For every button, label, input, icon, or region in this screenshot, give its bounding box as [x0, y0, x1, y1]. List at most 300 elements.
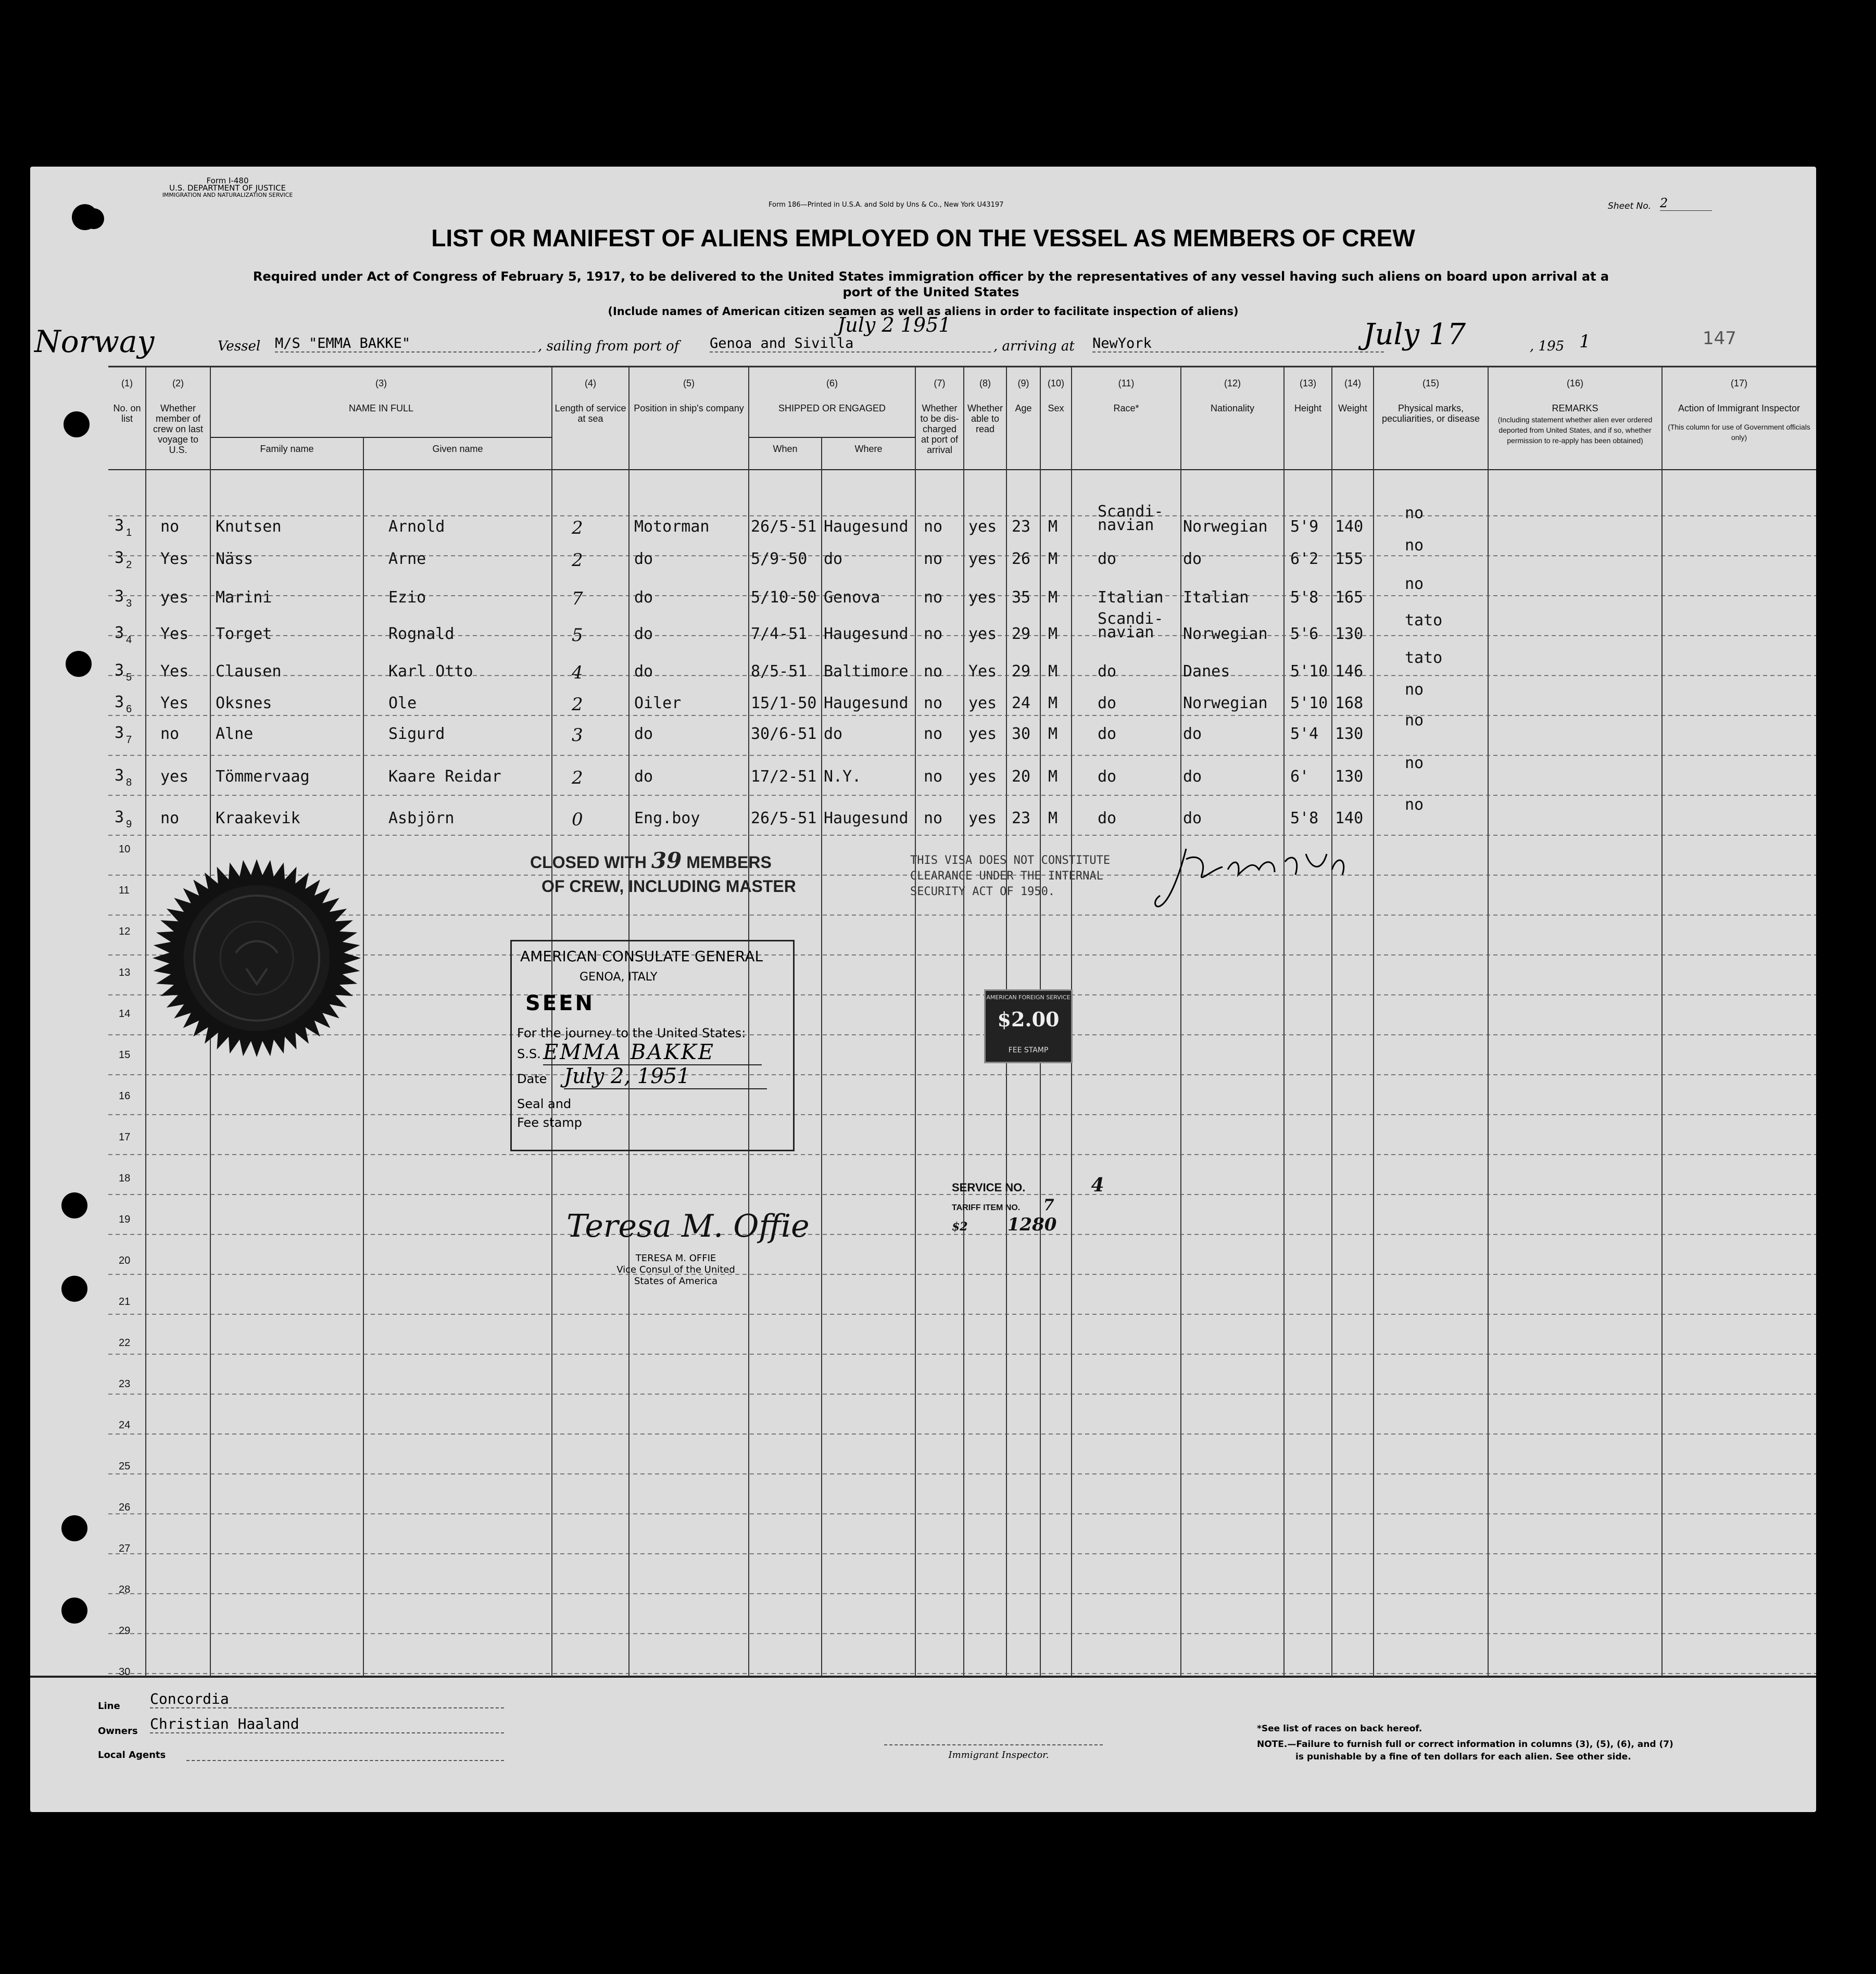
shipped-where: Genova	[824, 588, 880, 607]
age: 35	[1012, 588, 1031, 607]
physical-marks: no	[1405, 754, 1424, 772]
sex: M	[1048, 662, 1058, 681]
nationality: do	[1183, 550, 1202, 568]
consul-signature	[1150, 838, 1389, 916]
fee-stamp-amount: $2.00	[997, 1008, 1060, 1031]
header-c11-label: Race*	[1113, 403, 1139, 413]
closing-statement	[530, 849, 796, 898]
row-prefix: 3	[115, 661, 124, 680]
position: do	[634, 625, 653, 643]
races-note: *See list of races on back hereof.	[1257, 1724, 1422, 1734]
departure-date-handwritten: July 2 1951	[837, 313, 951, 336]
last-voyage: Yes	[160, 625, 189, 643]
weight: 140	[1335, 518, 1364, 536]
shipped-where: Haugesund	[824, 694, 909, 712]
vessel-label: Vessel	[218, 338, 261, 354]
table-row	[30, 502, 1816, 545]
shipped-when: 8/5-51	[751, 662, 808, 681]
header-family-name: Family name	[260, 444, 314, 454]
table-row	[30, 536, 1816, 577]
service-name: IMMIGRATION AND NATURALIZATION SERVICE	[162, 192, 293, 198]
position: do	[634, 550, 653, 568]
race: do	[1098, 662, 1117, 681]
sex: M	[1048, 625, 1058, 643]
visa-note-line-3: SECURITY ACT OF 1950.	[910, 885, 1055, 898]
table-row	[30, 754, 1816, 795]
row-number: 29	[119, 1625, 131, 1637]
header-c10-number: (10)	[1047, 378, 1064, 388]
row-prefix: 3	[115, 624, 124, 642]
age: 29	[1012, 662, 1031, 681]
position: Oiler	[634, 694, 682, 712]
discharge: no	[924, 694, 943, 712]
sex: M	[1048, 550, 1058, 568]
able-to-read: yes	[968, 518, 997, 536]
weight: 146	[1335, 662, 1364, 681]
shipped-when: 26/5-51	[751, 809, 817, 827]
closing-line-2: OF CREW, INCLUDING MASTER	[542, 877, 796, 896]
header-c10-label: Sex	[1048, 403, 1064, 413]
punch-hole	[61, 1515, 87, 1541]
physical-marks: no	[1405, 711, 1424, 730]
header-c7-label: Whether to be dis-charged at port of arrival	[920, 403, 959, 455]
manifest-sheet	[30, 167, 1816, 1812]
vice-consul-block	[593, 1253, 759, 1287]
header-given-name: Given name	[432, 444, 483, 454]
row-prefix: 3	[115, 808, 124, 826]
race: Scandi-navian	[1098, 610, 1164, 642]
physical-marks: tato	[1405, 649, 1443, 667]
row-number: 25	[119, 1461, 131, 1472]
shipped-where: N.Y.	[824, 768, 862, 786]
table-row	[30, 681, 1816, 721]
header-c13-number: (13)	[1299, 378, 1316, 388]
last-voyage: yes	[160, 768, 189, 786]
header-where: Where	[854, 444, 883, 454]
shipped-where: Haugesund	[824, 625, 909, 643]
punch-hole	[61, 1598, 87, 1624]
race: do	[1098, 768, 1117, 786]
family-name: Knutsen	[216, 518, 282, 536]
height: 5'4	[1290, 725, 1319, 743]
nationality: Italian	[1183, 588, 1249, 607]
family-name: Tömmervaag	[216, 768, 310, 786]
header-c4-label: Length of service at sea	[555, 403, 626, 424]
shipped-where: do	[824, 550, 843, 568]
inspector-signature-line	[884, 1744, 1103, 1745]
nationality: do	[1183, 725, 1202, 743]
header-c4-number: (4)	[585, 378, 596, 388]
header-c3-number: (3)	[375, 378, 387, 388]
last-voyage: Yes	[160, 662, 189, 681]
service-years: 5	[572, 625, 583, 646]
given-name: Arnold	[388, 518, 445, 536]
nationality: Danes	[1183, 662, 1230, 681]
header-c6-number: (6)	[826, 378, 838, 388]
service-no-label: SERVICE NO.	[952, 1181, 1026, 1194]
year-suffix: 1	[1579, 331, 1591, 352]
table-row	[30, 796, 1816, 836]
age: 24	[1012, 694, 1031, 712]
weight: 130	[1335, 625, 1364, 643]
sheet-number-label: Sheet No.	[1608, 201, 1652, 211]
family-name: Torget	[216, 625, 272, 643]
shipped-when: 7/4-51	[751, 625, 808, 643]
row-number: 2	[126, 559, 132, 571]
given-name: Karl Otto	[388, 662, 473, 681]
owners-label: Owners	[98, 1726, 138, 1737]
department-name: U.S. DEPARTMENT OF JUSTICE	[169, 183, 286, 193]
physical-marks: no	[1405, 536, 1424, 555]
weight: 140	[1335, 809, 1364, 827]
header-c2-number: (2)	[172, 378, 184, 388]
row-number: 12	[119, 926, 131, 937]
given-name: Sigurd	[388, 725, 445, 743]
last-voyage: Yes	[160, 694, 189, 712]
given-name: Asbjörn	[388, 809, 455, 827]
row-number: 9	[126, 819, 132, 830]
family-name: Kraakevik	[216, 809, 300, 827]
row-number: 10	[119, 844, 131, 855]
shipped-when: 15/1-50	[751, 694, 817, 712]
form-number: Form I-480	[206, 176, 249, 185]
last-voyage: yes	[160, 588, 189, 607]
age: 23	[1012, 809, 1031, 827]
seal-label: Seal and	[517, 1097, 572, 1111]
vice-consul-name: TERESA M. OFFIE	[635, 1253, 716, 1264]
shipped-when: 5/10-50	[751, 588, 817, 607]
line-value: Concordia	[150, 1690, 504, 1708]
height: 6'	[1290, 768, 1310, 786]
position: Motorman	[634, 518, 710, 536]
family-name: Clausen	[216, 662, 282, 681]
tariff-value: 7	[1043, 1196, 1054, 1214]
sex: M	[1048, 518, 1058, 536]
height: 5'8	[1290, 809, 1319, 827]
row-number: 23	[119, 1378, 131, 1390]
ss-vessel-handwritten: EMMA BAKKE	[543, 1040, 762, 1065]
row-number: 7	[126, 734, 132, 746]
header-c9-number: (9)	[1017, 378, 1029, 388]
row-prefix: 3	[115, 766, 124, 785]
able-to-read: yes	[968, 625, 997, 643]
given-name: Arne	[388, 550, 426, 568]
given-name: Ole	[388, 694, 417, 712]
row-number: 24	[119, 1419, 131, 1431]
shipped-when: 5/9-50	[751, 550, 808, 568]
row-number: 4	[126, 634, 132, 646]
punch-hole	[83, 208, 104, 229]
last-voyage: Yes	[160, 550, 189, 568]
owners-value: Christian Haaland	[150, 1715, 504, 1733]
position: do	[634, 588, 653, 607]
age: 29	[1012, 625, 1031, 643]
weight: 130	[1335, 768, 1364, 786]
punch-hole	[61, 1276, 87, 1302]
family-name: Oksnes	[216, 694, 272, 712]
header-c12-number: (12)	[1224, 378, 1241, 388]
race: do	[1098, 694, 1117, 712]
discharge: no	[924, 768, 943, 786]
service-years: 0	[572, 809, 583, 830]
table-row	[30, 649, 1816, 689]
row-prefix: 3	[115, 587, 124, 606]
header-c14-label: Weight	[1338, 403, 1367, 413]
fine-note-2: is punishable by a fine of ten dollars for each alien. See other side.	[1295, 1752, 1631, 1762]
shipped-when: 26/5-51	[751, 518, 817, 536]
shipped-where: do	[824, 725, 843, 743]
discharge: no	[924, 809, 943, 827]
header-c17-label: Action of Immigrant Inspector	[1678, 403, 1801, 413]
discharge: no	[924, 550, 943, 568]
nationality: Norwegian	[1183, 518, 1268, 536]
weight: 130	[1335, 725, 1364, 743]
journey-label: For the journey to the United States:	[517, 1026, 746, 1040]
height: 5'8	[1290, 588, 1319, 607]
sex: M	[1048, 768, 1058, 786]
table-row	[30, 575, 1816, 615]
able-to-read: yes	[968, 694, 997, 712]
row-number: 27	[119, 1543, 131, 1554]
header-c14-number: (14)	[1344, 378, 1361, 388]
fee-stamp-bottom: FEE STAMP	[1008, 1046, 1049, 1054]
subtitle-line-1: Required under Act of Congress of February 5, 1917, to be delivered to the United States immigration officer by the representatives of any vessel having such aliens on board upon arrival at a	[253, 269, 1609, 284]
last-voyage: no	[160, 725, 180, 743]
header-c11-number: (11)	[1118, 378, 1135, 388]
closing-prefix: CLOSED WITH	[530, 853, 647, 872]
race: do	[1098, 550, 1117, 568]
header-c6-label: SHIPPED OR ENGAGED	[778, 403, 886, 413]
fee-stamp-top: AMERICAN FOREIGN SERVICE	[986, 994, 1071, 1001]
sex: M	[1048, 809, 1058, 827]
punch-hole	[61, 1192, 87, 1218]
race: do	[1098, 725, 1117, 743]
sex: M	[1048, 725, 1058, 743]
family-name: Näss	[216, 550, 254, 568]
discharge: no	[924, 518, 943, 536]
able-to-read: yes	[968, 809, 997, 827]
vessel-name: M/S "EMMA BAKKE"	[275, 335, 535, 353]
height: 5'10	[1290, 662, 1328, 681]
able-to-read: yes	[968, 550, 997, 568]
physical-marks: no	[1405, 575, 1424, 593]
sex: M	[1048, 588, 1058, 607]
header-c15-label: Physical marks, peculiarities, or disease	[1381, 403, 1480, 424]
header-remarks-note: (Including statement whether alien ever ordered deported from United States, and if so, whether permission to re-apply has been obtained)	[1497, 416, 1653, 445]
row-number: 28	[119, 1584, 131, 1595]
punch-hole	[66, 651, 92, 677]
consulate-stamp	[510, 940, 795, 1151]
service-years: 4	[572, 662, 583, 683]
arrival-port: NewYork	[1092, 335, 1384, 353]
shipped-where: Baltimore	[824, 662, 909, 681]
service-years: 2	[572, 694, 583, 715]
closing-suffix: MEMBERS	[686, 853, 772, 872]
header-c8-label: Whether able to read	[967, 403, 1003, 434]
header-c9-label: Age	[1015, 403, 1032, 413]
race: Scandi-navian	[1098, 502, 1164, 534]
year-label: , 195	[1530, 338, 1565, 354]
last-voyage: no	[160, 809, 180, 827]
row-number: 5	[126, 672, 132, 683]
stamp-date-handwritten: July 2, 1951	[564, 1064, 767, 1089]
height: 5'10	[1290, 694, 1328, 712]
arriving-label: , arriving at	[993, 338, 1075, 354]
header-c16-number: (16)	[1566, 378, 1583, 388]
able-to-read: yes	[968, 768, 997, 786]
header-c13-label: Height	[1294, 403, 1322, 413]
shipped-where: Haugesund	[824, 809, 909, 827]
header-c5-label: Position in ship's company	[634, 403, 744, 413]
vice-consul-signature: Teresa M. Offie	[566, 1208, 810, 1244]
row-number: 22	[119, 1337, 131, 1349]
header-c12-label: Nationality	[1210, 403, 1255, 413]
vice-consul-title-2: States of America	[634, 1276, 718, 1287]
header-c15-number: (15)	[1422, 378, 1439, 388]
weight: 168	[1335, 694, 1364, 712]
header-c3-label: NAME IN FULL	[348, 403, 414, 413]
header-c5-number: (5)	[683, 378, 695, 388]
service-stamp	[952, 1174, 1104, 1235]
discharge: no	[924, 725, 943, 743]
local-agents-label: Local Agents	[98, 1750, 166, 1761]
row-number: 11	[119, 885, 130, 896]
family-name: Alne	[216, 725, 254, 743]
discharge: no	[924, 662, 943, 681]
fee-number: 1280	[1007, 1214, 1057, 1235]
row-number: 13	[119, 967, 131, 978]
race: do	[1098, 809, 1117, 827]
given-name: Rognald	[388, 625, 455, 643]
age: 26	[1012, 550, 1031, 568]
row-number: 20	[119, 1255, 131, 1266]
crew-count: 39	[651, 848, 682, 873]
page-number: 147	[1703, 328, 1736, 349]
physical-marks: tato	[1405, 611, 1443, 630]
header-c8-number: (8)	[979, 378, 991, 388]
vice-consul-title-1: Vice Consul of the United	[616, 1264, 735, 1275]
given-name: Kaare Reidar	[388, 768, 501, 786]
nationality: do	[1183, 809, 1202, 827]
weight: 165	[1335, 588, 1364, 607]
header-c17-number: (17)	[1730, 378, 1747, 388]
physical-marks: no	[1405, 796, 1424, 814]
visa-note-line-2: CLEARANCE UNDER THE INTERNAL	[910, 870, 1103, 883]
row-number: 30	[119, 1666, 131, 1678]
row-number: 1	[126, 527, 132, 538]
nationality: do	[1183, 768, 1202, 786]
discharge: no	[924, 588, 943, 607]
age: 30	[1012, 725, 1031, 743]
seen-stamp: SEEN	[525, 991, 595, 1015]
header-inspector-note: (This column for use of Government officials only)	[1668, 423, 1810, 442]
date-label: Date	[517, 1072, 547, 1086]
row-number: 14	[119, 1008, 131, 1020]
row-number: 19	[119, 1214, 131, 1225]
row-prefix: 3	[115, 693, 124, 711]
ss-label: S.S.	[517, 1047, 541, 1061]
printer-line: Form 186—Printed in U.S.A. and Sold by Uns & Co., New York U43197	[769, 201, 1004, 209]
arrival-date-handwritten: July 17	[1363, 318, 1466, 351]
header-c16-label: REMARKS	[1552, 403, 1598, 413]
row-number: 8	[126, 777, 132, 788]
service-years: 2	[572, 768, 583, 788]
position: do	[634, 662, 653, 681]
header-c7-number: (7)	[934, 378, 946, 388]
shipped-when: 17/2-51	[751, 768, 817, 786]
table-row	[30, 610, 1816, 652]
fee-stamp	[984, 989, 1073, 1063]
row-prefix: 3	[115, 724, 124, 742]
visa-note	[910, 853, 1110, 900]
consulate-name: AMERICAN CONSULATE GENERAL	[520, 948, 763, 965]
row-number: 26	[119, 1502, 131, 1513]
fee-stamp-label: Fee stamp	[517, 1115, 582, 1130]
form-title: LIST OR MANIFEST OF ALIENS EMPLOYED ON THE VESSEL AS MEMBERS OF CREW	[431, 224, 1415, 252]
row-prefix: 3	[115, 517, 124, 535]
row-number: 3	[126, 598, 132, 609]
fee-amount: $2	[952, 1220, 968, 1234]
consulate-city: GENOA, ITALY	[580, 971, 658, 984]
shipped-when: 30/6-51	[751, 725, 817, 743]
tariff-label: TARIFF ITEM NO.	[952, 1203, 1021, 1212]
service-years: 2	[572, 550, 583, 571]
sex: M	[1048, 694, 1058, 712]
form-instruction: (Include names of American citizen seamen as well as aliens in order to facilitate inspection of aliens)	[608, 305, 1239, 318]
row-number: 16	[119, 1090, 131, 1102]
row-number: 15	[119, 1049, 131, 1061]
sheet-number: 2	[1660, 196, 1712, 211]
row-number: 6	[126, 703, 132, 715]
header-c2-label: Whether member of crew on last voyage to U.S.	[153, 403, 204, 455]
position: Eng.boy	[634, 809, 700, 827]
sailing-label: , sailing from port of	[538, 338, 679, 354]
service-years: 7	[572, 588, 583, 609]
row-number: 21	[119, 1296, 131, 1307]
shipped-where: Haugesund	[824, 518, 909, 536]
position: do	[634, 725, 653, 743]
able-to-read: yes	[968, 588, 997, 607]
subtitle-line-2: port of the United States	[842, 285, 1019, 299]
physical-marks: no	[1405, 504, 1424, 522]
age: 23	[1012, 518, 1031, 536]
position: do	[634, 768, 653, 786]
local-agents-value	[186, 1760, 504, 1761]
row-number: 17	[119, 1131, 131, 1143]
height: 5'6	[1290, 625, 1319, 643]
header-c1-label: No. on list	[113, 403, 141, 424]
row-prefix: 3	[115, 549, 124, 567]
table-row	[30, 711, 1816, 752]
inspector-label: Immigrant Inspector.	[948, 1750, 1049, 1761]
embossed-seal	[147, 854, 366, 1062]
family-name: Marini	[216, 588, 272, 607]
line-label: Line	[98, 1701, 120, 1712]
given-name: Ezio	[388, 588, 426, 607]
race: Italian	[1098, 588, 1164, 607]
service-no-value: 4	[1091, 1174, 1104, 1196]
able-to-read: yes	[968, 725, 997, 743]
last-voyage: no	[160, 518, 180, 536]
fine-note-1: NOTE.—Failure to furnish full or correct information in columns (3), (5), (6), and (7)	[1257, 1739, 1673, 1750]
header-when: When	[773, 444, 798, 454]
nationality: Norwegian	[1183, 694, 1268, 712]
nationality: Norwegian	[1183, 625, 1268, 643]
header-c1-number: (1)	[121, 378, 133, 388]
service-years: 3	[572, 725, 583, 746]
visa-note-line-1: THIS VISA DOES NOT CONSTITUTE	[910, 854, 1111, 867]
height: 6'2	[1290, 550, 1319, 568]
